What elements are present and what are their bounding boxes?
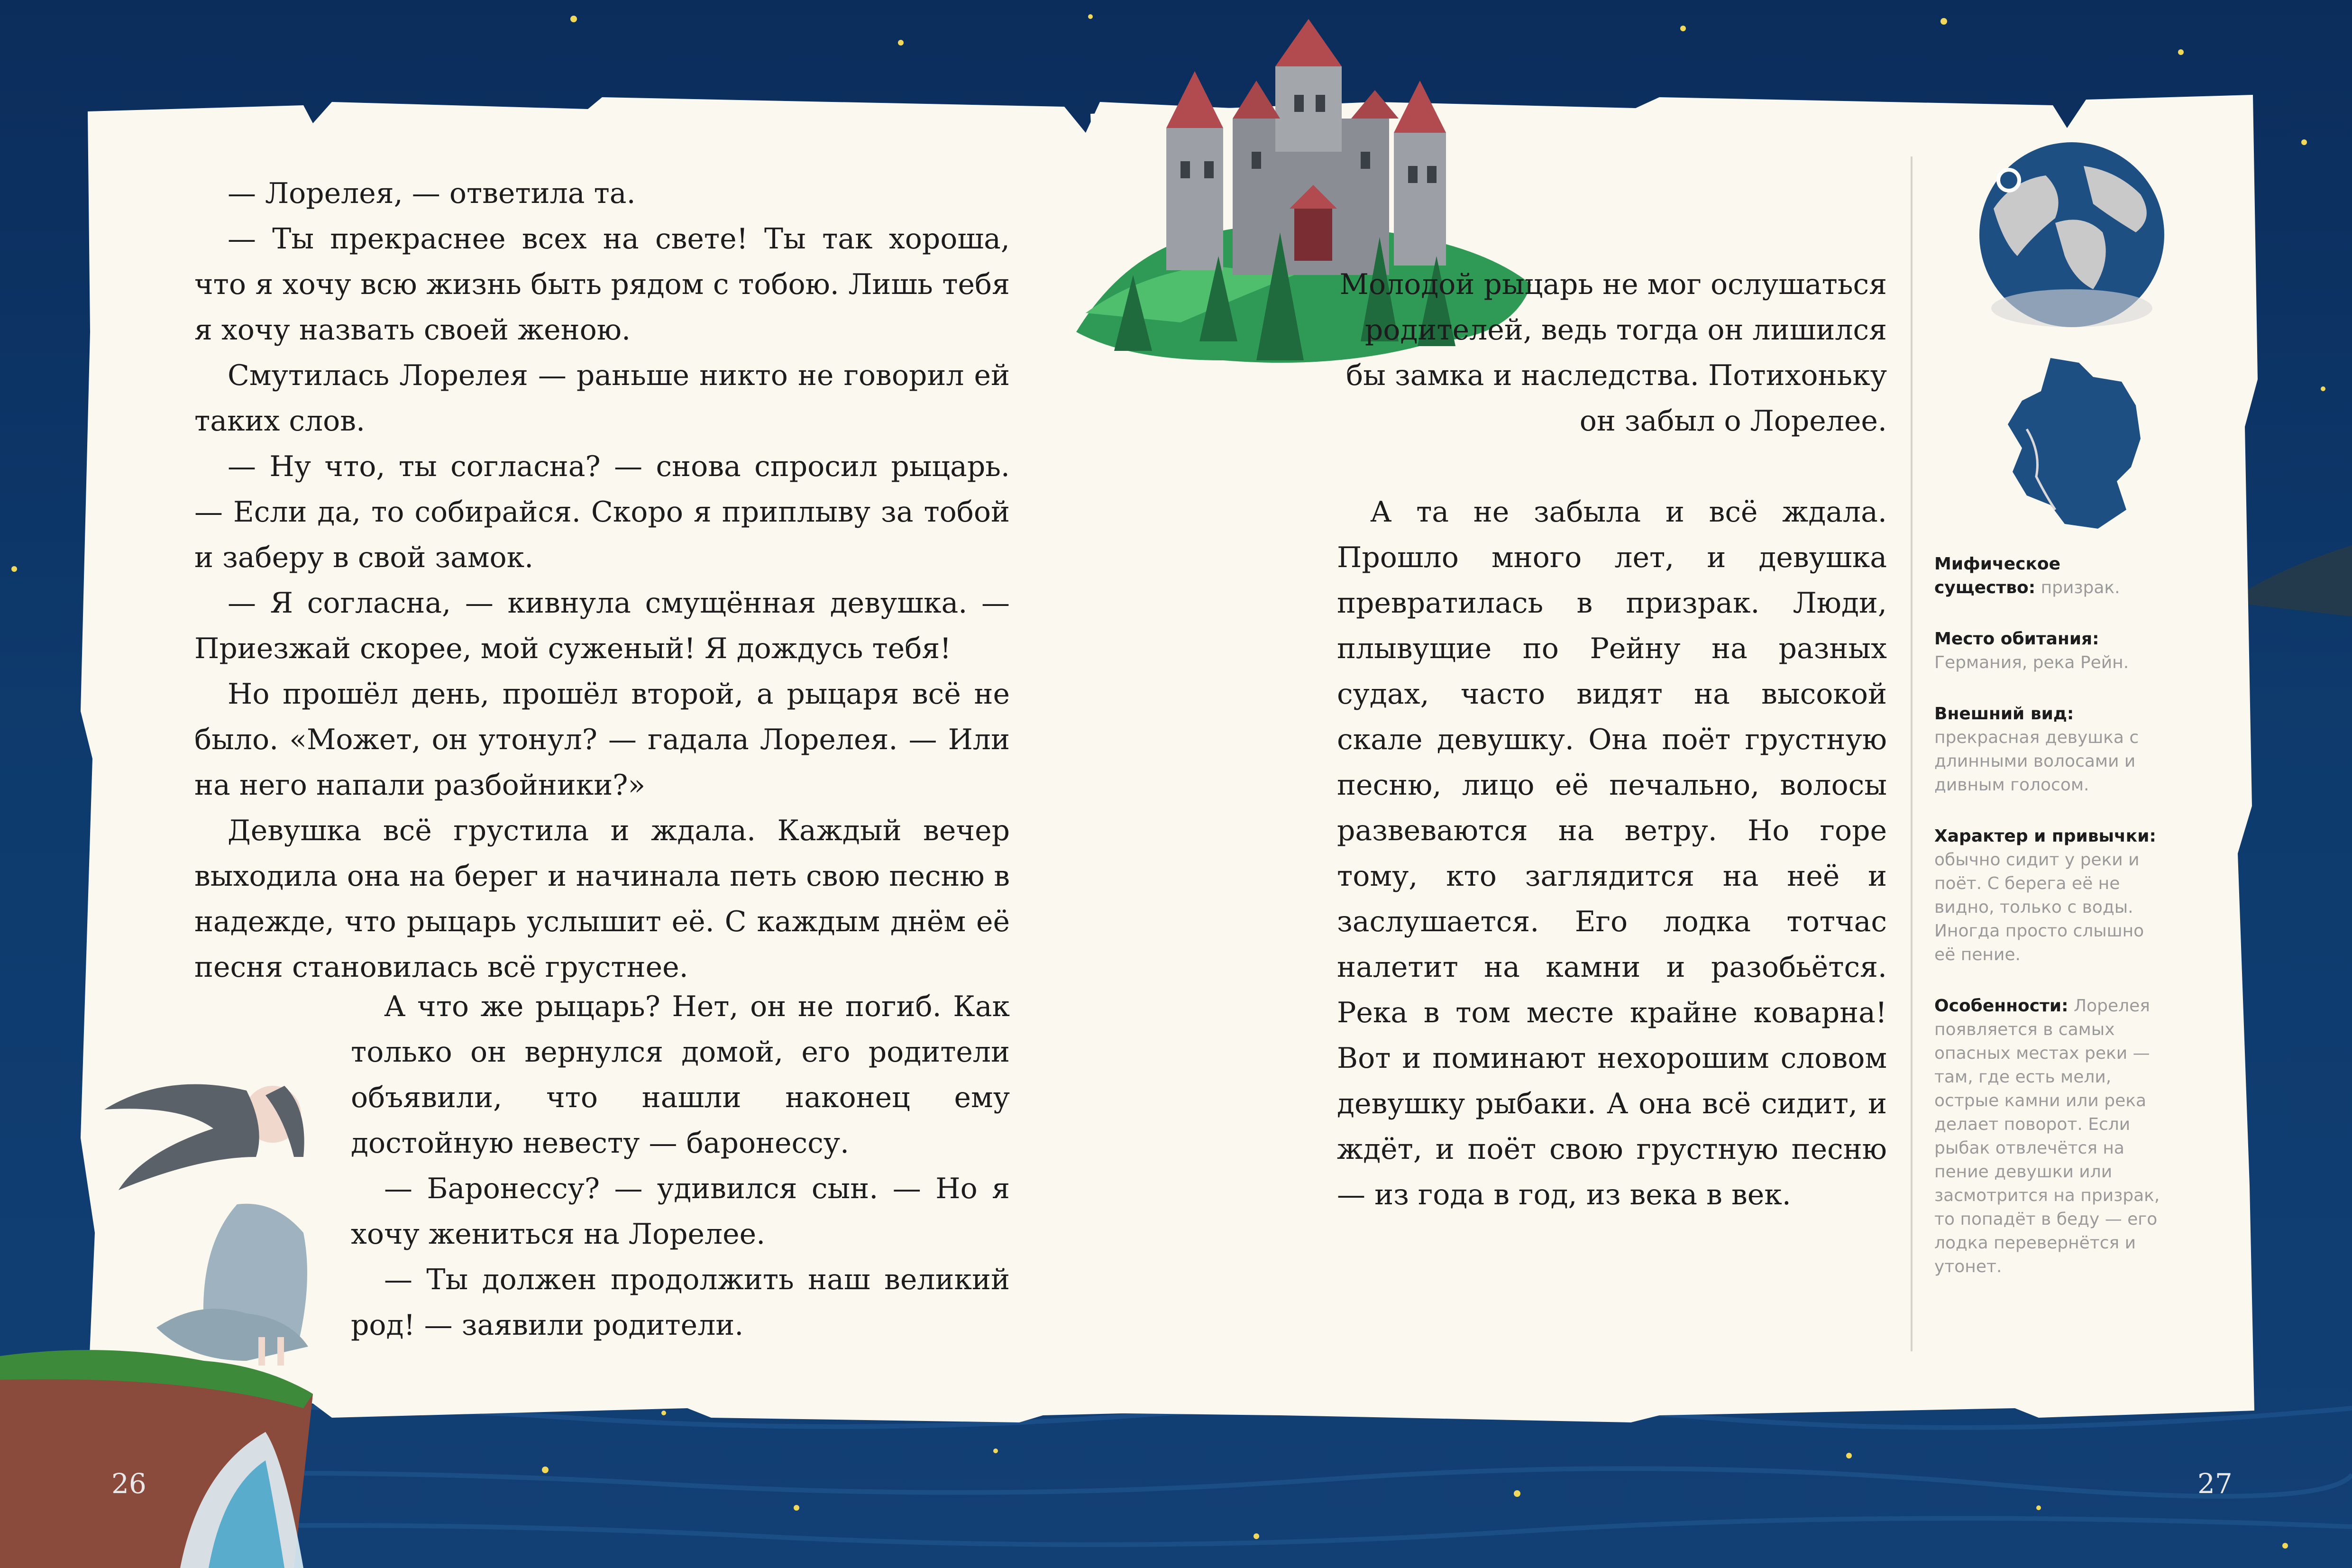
info-label: Место обитания:: [1934, 629, 2099, 649]
page-number-left: 26: [111, 1467, 146, 1500]
info-entry: [1934, 825, 2162, 967]
paragraph: Но прошёл день, прошёл второй, а рыцаря всё не было. «Может, он утонул? — гадала Лорелея. — Или на него напали разбойники?»: [194, 678, 1010, 802]
right-page-text: [1337, 489, 1887, 1218]
info-text: обычно сидит у реки и поёт. С берега её не видно, только с воды. Иногда просто слышно её пение.: [1934, 850, 2144, 964]
info-entry: [1934, 994, 2162, 1279]
paragraph: — Баронессу? — удивился сын. — Но я хочу жениться на Лорелее.: [351, 1172, 1010, 1251]
paragraph: Молодой рыцарь не мог ослушаться родителей, ведь тогда он лишился бы замка и наследства. Потихоньку он забыл о Лорелее.: [1339, 268, 1887, 438]
right-page-intro: [1323, 262, 1887, 444]
info-label: Мифическое существо:: [1934, 554, 2061, 597]
info-entry: [1934, 627, 2162, 675]
paragraph: — Ты должен продолжить наш великий род! — заявили родители.: [351, 1263, 1010, 1342]
info-text: Германия, река Рейн.: [1934, 653, 2129, 672]
info-text: прекрасная девушка с длинными волосами и дивным голосом.: [1934, 728, 2139, 795]
info-text: Лорелея появляется в самых опасных местах реки — там, где есть мели, острые камни или река делает поворот. Если рыбак отвлечётся на пение девушки или засмотрится на призрак, то попадёт в беду — его лодка перевернётся и утонет.: [1934, 996, 2160, 1276]
info-label: Внешний вид:: [1934, 704, 2074, 724]
globe-icon: [1975, 138, 2169, 332]
info-label: Особенности:: [1934, 996, 2068, 1016]
creature-info-sidebar: [1934, 552, 2162, 1306]
info-text: призрак.: [2041, 578, 2120, 597]
paragraph: — Лорелея, — ответила та.: [228, 177, 636, 210]
left-page-text: [194, 171, 1010, 990]
germany-map-icon: [1998, 353, 2155, 533]
page-number-right: 27: [2197, 1467, 2233, 1500]
girl-on-cliff-illustration: [0, 1034, 341, 1568]
paragraph: А та не забыла и всё ждала. Прошло много лет, и девушка превратилась в призрак. Люди, плывущие по Рейну на разных судах, часто видят на высокой скале девушку. Она поёт грустную песню, лицо её печально, волосы развеваются на ветру. Но горе тому, кто заглядится на неё и заслушается. Его лодка тотчас налетит на камни и разобьётся. Река в том месте крайне коварна! Вот и поминают нехорошим словом девушку рыбаки. А она всё сидит, и ждёт, и поёт свою грустную песню — из года в год, из века в век.: [1337, 495, 1887, 1211]
paragraph: — Ну что, ты согласна? — снова спросил рыцарь. — Если да, то собирайся. Скоро я приплыву за тобой и заберу в свой замок.: [194, 450, 1010, 574]
paragraph: — Я согласна, — кивнула смущённая девушка. — Приезжай скорее, мой суженый! Я дождусь тебя!: [194, 587, 1010, 665]
paragraph: Девушка всё грустила и ждала. Каждый вечер выходила она на берег и начинала петь свою песню в надежде, что рыцарь услышит её. С каждым днём её песня становилась всё грустнее.: [194, 814, 1010, 984]
paragraph: А что же рыцарь? Нет, он не погиб. Как только он вернулся домой, его родители объявили, что нашли наконец ему достойную невесту — баронессу.: [351, 990, 1010, 1160]
left-page-lower-text: [351, 984, 1010, 1348]
info-label: Характер и привычки:: [1934, 826, 2156, 846]
sidebar-divider: [1911, 156, 1913, 1351]
paragraph: — Ты прекраснее всех на свете! Ты так хороша, что я хочу всю жизнь быть рядом с тобою. Лишь тебя я хочу назвать своей женою.: [194, 222, 1010, 347]
info-entry: [1934, 552, 2162, 600]
info-entry: [1934, 702, 2162, 797]
paragraph: Смутилась Лорелея — раньше никто не говорил ей таких слов.: [194, 359, 1010, 438]
